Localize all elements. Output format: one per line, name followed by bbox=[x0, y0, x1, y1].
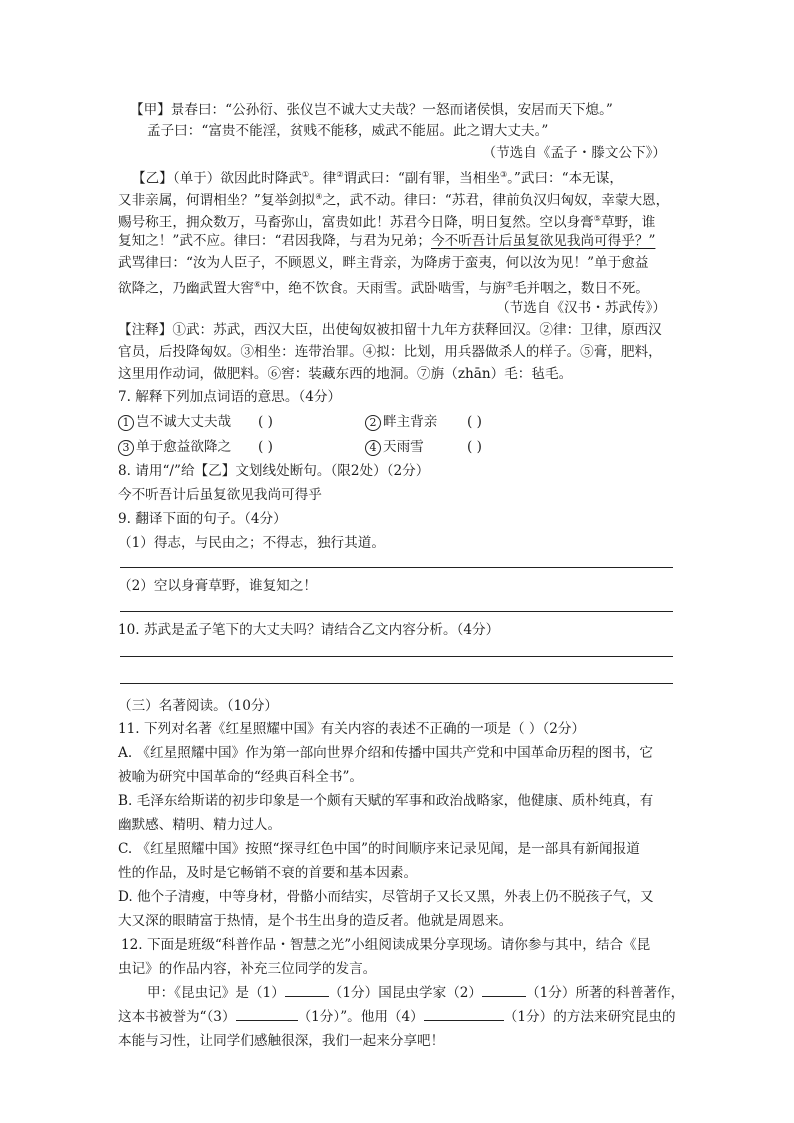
passage-yi-text: 赐号称王，拥众数万，马畜弥山，富贵如此！苏君今日降，明日复然。空以身膏 bbox=[118, 214, 594, 231]
q10-title: 10. 苏武是孟子笔下的大丈夫吗？请结合乙文内容分析。（4分） bbox=[118, 622, 500, 638]
section3-title: （三）名著阅读。（10分） bbox=[118, 698, 279, 714]
passage-yi-line1 bbox=[132, 166, 623, 188]
q8-sentence: 今不听吾计后虽复欲见我尚可得乎 bbox=[118, 487, 322, 503]
fill-blank-1[interactable] bbox=[285, 984, 329, 997]
footnote-mark: ④ bbox=[315, 192, 323, 201]
passage-yi-text: 【乙】（单于）欲因此时降武 bbox=[132, 170, 302, 187]
fill-blank-3[interactable] bbox=[236, 1008, 298, 1021]
q9-sentence-2: （2）空以身膏草野，谁复知之！ bbox=[118, 578, 317, 594]
notes-line1: 【注释】①武：苏武，西汉大臣，出使匈奴被扣留十九年方获释回汉。②律：卫律，原西汉 bbox=[118, 322, 662, 338]
q12-text: （1分）的方法来研究昆虫的 bbox=[503, 1009, 676, 1025]
item-text: 天雨雪 bbox=[383, 439, 424, 455]
q12-text: （1分）所著的科普著作， bbox=[526, 985, 685, 1001]
q11-option-d-cont: 大又深的眼睛富于热情，是个书生出身的造反者。他就是周恩来。 bbox=[118, 913, 513, 929]
q11-option-a: A. 《红星照耀中国》作为第一部向世界介绍和传播中国共产党和中国革命历程的图书，它 bbox=[118, 745, 654, 761]
item-number: 1 bbox=[118, 415, 134, 431]
q12-text: （1分）”。他用（4） bbox=[297, 1009, 424, 1025]
passage-yi-source: （节选自《汉书・苏武传》） bbox=[496, 300, 666, 316]
footnote-mark: ⑦ bbox=[505, 280, 513, 289]
passage-yi-line5: 武骂律曰：“汝为人臣子，不顾恩义，畔主背亲，为降虏于蛮夷，何以汝为见！”单于愈益 bbox=[118, 255, 649, 271]
answer-line[interactable] bbox=[120, 656, 673, 657]
q7-item-1 bbox=[118, 413, 231, 431]
q12-jia-line2 bbox=[118, 1008, 676, 1026]
item-number: 3 bbox=[118, 440, 134, 456]
q12-title: 12. 下面是班级“科普作品・智慧之光”小组阅读成果分享现场。请你参与其中，结合《昆 bbox=[121, 937, 651, 953]
q7-item-2-answer[interactable]: ( ) bbox=[467, 414, 482, 430]
footnote-mark: ① bbox=[301, 170, 310, 179]
underlined-sentence: 今不听吾计后虽复欲见我尚可得乎？” bbox=[430, 233, 656, 249]
q11-option-c-cont: 性的作品，及时是它畅销不衰的首要和基本因素。 bbox=[118, 865, 418, 881]
q12-jia-line3: 本能与习性，让同学们感触很深，我们一起来分享吧！ bbox=[118, 1033, 445, 1049]
q7-title: 7. 解释下列加点词语的意思。（4分） bbox=[118, 389, 342, 405]
q12-text: （1分）国昆虫学家（2） bbox=[328, 985, 483, 1001]
q12-text: 这本书被誉为“（3） bbox=[118, 1009, 236, 1025]
passage-yi-text: 欲降之，乃幽武置大窖 bbox=[118, 280, 254, 297]
notes-line2: 官员，后投降匈奴。③相坐：连带治罪。④拟：比划，用兵器做杀人的样子。⑤膏，肥料， bbox=[118, 344, 662, 360]
q7-item-4 bbox=[365, 438, 424, 456]
passage-yi-text: 谓武曰：“副有罪，当相坐 bbox=[343, 170, 500, 187]
q11-title: 11. 下列对名著《红星照耀中国》有关内容的表述不正确的一项是（ ）（2分） bbox=[118, 721, 586, 737]
q11-option-b: B. 毛泽东给斯诺的初步印象是一个颇有天赋的军事和政治战略家，他健康、质朴纯真，有 bbox=[118, 793, 654, 809]
notes-line3: 这里用作动词，做肥料。⑥窖：装藏东西的地洞。⑦旃（zhān）毛：毡毛。 bbox=[118, 366, 573, 382]
q7-item-4-answer[interactable]: ( ) bbox=[467, 439, 482, 455]
q9-title: 9. 翻译下面的句子。（4分） bbox=[118, 511, 287, 527]
footnote-mark: ⑤ bbox=[593, 214, 601, 223]
item-text: 岂不诚大丈夫哉 bbox=[136, 414, 232, 430]
fill-blank-2[interactable] bbox=[482, 984, 526, 997]
q12-title-cont: 虫记》的作品内容，补充三位同学的发言。 bbox=[118, 961, 377, 977]
item-text: 畔主背亲 bbox=[383, 414, 438, 430]
q7-item-3-answer[interactable]: ( ) bbox=[258, 439, 273, 455]
item-number: 2 bbox=[365, 415, 381, 431]
passage-yi-text: 复知之！”武不应。律曰：“君因我降，与君为兄弟； bbox=[118, 233, 431, 249]
item-text: 单于愈益欲降之 bbox=[136, 439, 232, 455]
passage-yi-text: 草野，谁 bbox=[600, 214, 656, 231]
q11-option-d: D. 他个子清瘦，中等身材，骨骼小而结实，尽管胡子又长又黑，外表上仍不脱孩子气，又 bbox=[118, 889, 654, 905]
footnote-mark: ③ bbox=[499, 170, 508, 179]
passage-yi-line4 bbox=[118, 232, 655, 250]
passage-yi-line6 bbox=[118, 276, 649, 298]
passage-yi-text: 又非亲属，何谓相坐？”复举剑拟 bbox=[118, 192, 316, 209]
passage-jia-line2: 孟子曰：“富贵不能淫，贫贱不能移，威武不能屈。此之谓大丈夫。” bbox=[147, 123, 549, 139]
passage-yi-line3 bbox=[118, 210, 655, 232]
passage-yi-text: 之，武不动。律曰：“苏君，律前负汉归匈奴，幸蒙大恩， bbox=[322, 192, 670, 209]
passage-jia-source: （节选自《孟子・滕文公下》） bbox=[482, 145, 666, 161]
passage-yi-text: 中，绝不饮食。天雨雪。武卧啮雪，与旃 bbox=[261, 280, 506, 297]
q12-text: 甲：《昆虫记》是（1） bbox=[147, 985, 285, 1001]
q12-jia-line1 bbox=[147, 984, 684, 1002]
q7-item-2 bbox=[365, 413, 437, 431]
q8-title: 8. 请用“/”给【乙】文划线处断句。（限2处）（2分） bbox=[118, 463, 430, 479]
item-number: 4 bbox=[365, 440, 381, 456]
answer-line[interactable] bbox=[120, 611, 673, 612]
passage-yi-text: 毛并咽之，数日不死。 bbox=[512, 280, 649, 297]
q7-item-1-answer[interactable]: ( ) bbox=[258, 414, 273, 430]
answer-line[interactable] bbox=[120, 567, 673, 568]
answer-line[interactable] bbox=[120, 683, 673, 684]
passage-yi-text: 。”武曰：“本无谋， bbox=[507, 170, 623, 187]
fill-blank-4[interactable] bbox=[424, 1008, 504, 1021]
passage-jia-line1: 【甲】景春曰：“公孙衍、张仪岂不诚大丈夫哉？一怒而诸侯惧，安居而天下熄。” bbox=[130, 102, 613, 118]
footnote-mark: ⑥ bbox=[253, 280, 262, 289]
passage-yi-line2 bbox=[118, 188, 669, 210]
q11-option-a-cont: 被喻为研究中国革命的“经典百科全书”。 bbox=[118, 769, 363, 785]
q7-item-3 bbox=[118, 438, 231, 456]
passage-yi-text: 。律 bbox=[309, 170, 337, 187]
q11-option-c: C. 《红星照耀中国》按照“探寻红色中国”的时间顺序来记录见闻，是一部具有新闻报道 bbox=[118, 841, 640, 857]
q11-option-b-cont: 幽默感、精明、精力过人。 bbox=[118, 817, 282, 833]
footnote-mark: ② bbox=[336, 170, 344, 179]
q9-sentence-1: （1）得志，与民由之；不得志，独行其道。 bbox=[118, 535, 385, 551]
